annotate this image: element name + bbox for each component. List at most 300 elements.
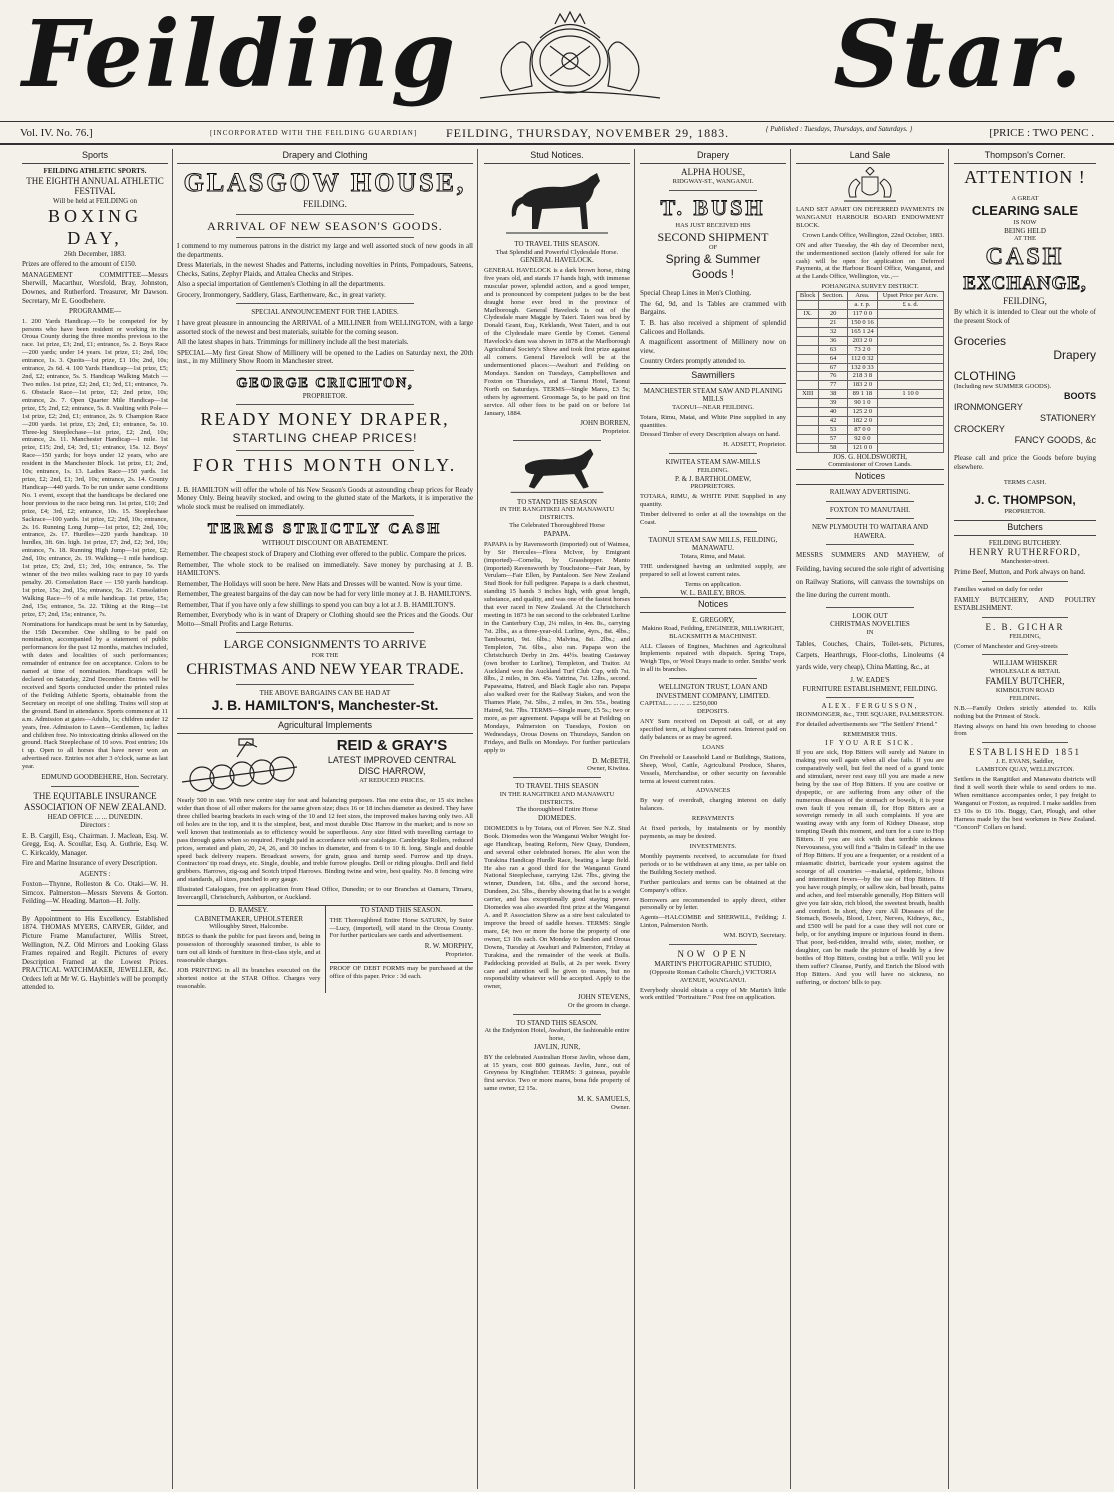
myers-advert: By Appointment to His Excellency. Established 1874. THOMAS MYERS, CARVER, Gilder, and Picture Frame Manufacturer, Willis Street, Wellington, N.Z. Old Mirrors and Looking Glass Frames repaired and Regilt. Pictures of every Description Framed at the Lowest Prices. PRACTICAL WATCHMAKER, JEWELLER, &c. Orders left at Mr W. G. Haybittle's will be promptly attended to.: [22, 914, 168, 992]
crest-icon: [470, 6, 670, 106]
event-date: 26th December, 1883.: [64, 249, 126, 258]
terms-cash: TERMS CASH.: [1003, 479, 1047, 487]
horse4-owner-title: Owner.: [611, 1103, 630, 1111]
block-cell: [797, 408, 819, 417]
horse1-owner-title: Proprietor.: [602, 428, 630, 435]
horse2-owner: D. McBETH,: [592, 756, 630, 765]
section-heading: Stud Notices.: [484, 149, 630, 164]
area-cell: 112 0 32: [847, 354, 877, 363]
saw1-owner: H. ADSETT, Proprietor.: [723, 441, 786, 449]
harrow-text: Nearly 500 in use. With new centre stay for seat and balancing purposes. Has one extra disc, or 15 six inches wider than those of all other makers for the same given size; discs 16 or 18 inches diameter as desired. They have three chilled bearing brackets in each wing of the 10 and 12 feet sizes, the improved makes having only two. All oil holes are in the top, and it is the simplest, best, and most durable Disc Harrow in the market; and is now so well known that testimonials as to efficiency would be superfluous. Any size fitted with travelling carriage to pass through gates when so required. Freight paid in accordance with our catalogue. Cambridge Rollers, reduced prices, serrated and plain, 20, 24, 26, and 30 inches in diameter, and from 6 to 10 ft. long. Single and double speed back delivery reapers. Broadcast sowers, for grain, grass and turnip seed. Furrow and tip drays. Contractors' tip road drays, etc. Single, double, and treble furrow ploughs. Drill or riding ploughs. Drill and field grubbers. Harrows, zig-zag and Scotch tripod Harrows. Binding twine and wire, best quality. No. 8 fencing wire and standards, all sizes, punched to any gauge.: [177, 797, 473, 884]
spring-summer: Spring & Summer: [665, 252, 761, 267]
horse3-name: DIOMEDES.: [538, 814, 576, 823]
table-row: [797, 426, 944, 435]
masthead-title-left: Feilding: [22, 0, 458, 108]
alpha-house: ALPHA HOUSE,: [680, 166, 745, 177]
section-cell: 57: [819, 434, 847, 443]
breeding-note: Having always on hand his own breeding to choose from: [954, 722, 1096, 738]
block-cell: [797, 426, 819, 435]
price-cell: [877, 310, 943, 319]
thompson-name: J. C. THOMPSON,: [974, 493, 1076, 508]
remember-heading: REMEMBER THIS.: [842, 730, 898, 738]
horse-icon: [502, 167, 612, 237]
table-row: [797, 399, 944, 408]
horse3-text: DIOMEDES is by Totara, out of Plover. See N.Z. Stud Book. Diomedes won the Wanganui Welter Weight for-age Handicap, beating Reform, New Quay, Dundeen, and several other celebrated horses. He also won the Turakina Handicap Hurdle Race, beating a large field. He also ran a good third for the Wanganui Grand National Steeplechase, carrying 12st. 7lbs., giving the winner, Dundeen, 1st. 6lbs., and the second horse, Dundeen, 2st. 5lbs., thereby showing that he is a weight carrier, and has exceptionally good staying power. Diomedes was also awarded first prize at the Wanganui A. and P. Association Show as a sire best calculated to improve the breed of saddle horses. TERMS: Single mare, £4; two or more the horse the property of one owner, £3 10s each. On Monday to Sandon and Oroua Downs, Tuesday at Awahuri and Palmerston, Friday at Turakina, and the remainder of the week at Bulls. Paddocking provided at Bulls, at 2s per week. Every care and attention will be given to mares, but no responsibility whatever will be accepted. Apply to the owner,: [484, 824, 630, 991]
morphy-title: Proprietor.: [445, 950, 473, 958]
table-row: [797, 408, 944, 417]
notices-heading: Notices: [796, 469, 944, 485]
price-cell: [877, 443, 943, 452]
saw3-owner: W. L. BAILEY, BROS.: [680, 588, 746, 597]
table-row: [797, 318, 944, 327]
show-text: SPECIAL—My first Great Show of Millinery will be opened to the Ladies on Saturday next, the 20th inst., in my Millinery Show Room in Manchester street.: [177, 348, 473, 366]
ferguson-note: For detailed advertisements see "The Settlers' Friend.": [796, 720, 938, 728]
block-cell: [797, 327, 819, 336]
startling-heading: STARTLING CHEAP PRICES!: [232, 431, 418, 446]
investments-heading: INVESTMENTS.: [689, 843, 737, 851]
second-shipment: SECOND SHIPMENT: [657, 229, 769, 244]
summers-text: MESSRS SUMMERS AND MAYHEW, of Feilding, having secured the sole right of advertising on Railway Stations, will canvass the townships on the line during the current month.: [796, 551, 944, 600]
section-cell: 77: [819, 381, 847, 390]
price-cell: [877, 372, 943, 381]
cabinet-trade: CABINETMAKER, UPHOLSTERER: [194, 914, 303, 923]
area-cell: 73 2 0: [847, 345, 877, 354]
section-cell: 53: [819, 426, 847, 435]
area-cell: 125 2 0: [847, 408, 877, 417]
travel-heading-1: TO TRAVEL THIS SEASON.: [514, 239, 600, 248]
block-cell: [797, 372, 819, 381]
insurance-note: Fire and Marine Insurance of every Description.: [22, 859, 158, 868]
lookout-heading: LOOK OUT: [852, 611, 888, 620]
horse2-intro: The Celebrated Thoroughbred Horse: [509, 522, 605, 530]
horse3-owner: JOHN STEVENS,: [577, 993, 630, 1002]
hop-bitters-text: If you are sick, Hop Bitters will surely aid Nature in making you well again when all else fails. If you are comparatively well, but feel the need of a grand tonic and stimulant, never rest easy till you are made a new being by the use of Hop Bitters. If you are costive or dyspeptic, or are suffering from any other of the numerous diseases of the stomach or bowels, it is your own fault if you remain ill, for Hop Bitters are a sovereign remedy in all such complaints. If you are wasting away with any form of Kidney Disease, stop tempting Death this moment, and turn for a cure to Hop Bitters. If you are sick with that terrible sickness Nervousness, you will find a "Balm in Gilead" in the use of Hop Bitters. If you are a frequenter, or a resident of a miasmatic district, barricade your system against the scourge of all countries —malarial, epidemic, bilious and intermittent fevers—by the use of Hop Bitters. If you have rough pimply, or sallow skin, bad breath, pains and aches, and feel miserable generally, Hop Bitters will give you fair skin, rich blood, the sweetest breath, health and comfort. In short, they cure All Diseases of the Stomach, Bowels, Blood, Liver, Nerves, Kidneys, &c., and £500 will be paid for a case they will not cure or help, or for anything impure or injurious found in them. That poor, bed-ridden, invalid wife, sister, mother, or daughter, can be made the picture of health by a few bottles of Hop Bitters, costing but a trifle. Will you let them suffer? Cleanse, Purify, and Enrich the Blood with Hop Bitters. And you will have no sickness, no suffering, or doctors' bills to pay.: [796, 749, 944, 986]
saw1-text2: Dressed Timber of every Description always on hand.: [640, 431, 781, 439]
saw3-name: TAONUI STEAM SAW MILLS, FEILDING, MANAWATU.: [648, 535, 778, 553]
sick-heading: IF YOU ARE SICK.: [825, 738, 915, 747]
saw2-name: KIWITEA STEAM SAW-MILLS: [665, 458, 761, 467]
goods-item: STATIONERY: [1039, 413, 1096, 424]
agents-heading: AGENTS :: [79, 869, 111, 878]
goods-heading: Goods !: [691, 266, 735, 281]
country-orders: Country Orders promptly attended to.: [640, 357, 746, 366]
horse1-text: GENERAL HAVELOCK is a dark brown horse, rising five years old, and stands 17 hands high, with immense muscular power, splendid action, and a good temper, and is pronounced by competent judges to be the best draught horse ever bred in the province of Marlborough. General Havelock is out of the Clydesdale mare Maggie by Taieri. Taieri was bred by Donald Grant, Esq., Kirklands, West Taieri, and is out of the Clydesdale mare Gentle by Comet. General Havelock's dam was shown in 1878 at the Marlborough Agricultural Society's Show and took first prize against all comers. General Havelock will be at the undermentioned places:—Awahuri and Feilding on Mondays. Sandon on Tuesdays, Campbelltown and Foxton on Thursdays, and at Taonui Hotel, Taonui North on Saturdays. TERMS—Single Mares, £3 5s; others by agreement. Groomage 5s, to be paid on first service. All other fees to be paid on or before 1st January, 1884.: [484, 266, 630, 417]
area-cell: 90 1 0: [847, 399, 877, 408]
particulars-text: Further particulars and terms can be obtained at the Company's office.: [640, 878, 786, 894]
area-cell: 92 0 0: [847, 434, 877, 443]
held-note: Will be held at FEILDING on: [53, 197, 137, 206]
ladies-heading: SPECIAL ANNOUNCEMENT FOR THE LADIES.: [251, 308, 399, 317]
saw3-text2: THE undersigned having an unlimited supply, are prepared to sell at lowest current rates.: [640, 562, 786, 578]
section-cell: 63: [819, 345, 847, 354]
store-name: GLASGOW HOUSE,: [183, 167, 467, 197]
plymouth-line: NEW PLYMOUTH TO WAITARA AND HAWERA.: [811, 523, 929, 540]
whisker-trade: FAMILY BUTCHER,: [985, 675, 1065, 686]
table-row: [797, 310, 944, 319]
draper-heading: READY MONEY DRAPER,: [200, 409, 450, 430]
area-cell: 183 2 0: [847, 381, 877, 390]
rutherford-name: HENRY RUTHERFORD,: [969, 547, 1081, 558]
horse4-intro: At the Endymion Hotel, Awahuri, the fashionable entire horse,: [484, 1027, 630, 1043]
price-cell: [877, 345, 943, 354]
being-held: BEING HELD: [1004, 226, 1046, 235]
christmas-text: Tables, Couches, Chairs, Toilet-sets, Pictures, Carpets, Hearthrugs, Floor-cloths, Linoleums (4 yards wide, very cheap), China Matting, &c., at: [796, 639, 944, 672]
horse1-owner: JOHN BORREN,: [580, 419, 630, 428]
block-cell: [797, 354, 819, 363]
incorporated-note: [INCORPORATED WITH THE FEILDING GUARDIAN]: [210, 129, 418, 137]
at-the: AT THE: [1014, 235, 1036, 243]
terms-subheading: WITHOUT DISCOUNT OR ABATEMENT.: [262, 538, 388, 547]
block-cell: [797, 363, 819, 372]
ramsey-name: D. RAMSEY.: [229, 906, 269, 915]
block-cell: [797, 318, 819, 327]
sawmillers-heading: Sawmillers: [640, 368, 786, 384]
programme-list: 1. 200 Yards Handicap.—To be competed for by persons who have been resident or working in the Oroua County during the three months previous to the race. 1st prize, £3; 2nd, £1; entrance, 5s. 2. Boys Race—200 yards; under 14 years. 1st prize, £1; 2nd, 10s; entrance, 1s. 3. Quoits—1st prize, £1 10s; 2nd, 10s; entrance, 2s 6d. 4. 100 Yards Handicap—1st prize, £5; 2nd, £2; entrance, 5s. 5. Handicap Walking Match — Two miles. 1st prize, £2; 2nd, £1; 3rd, £1; entrance, 7s. 6. Obstacle Race—1st prize, £2; 2nd prize, 10s; entrance, 2s. 7. Open Quarter Mile Handicap—1st prize, £5; 2nd, £2; entrance, 5s. 8. Vaulting with Pole—1st prize, £2; 2nd, £1; entrance, 2s. 9. Champion Race—200 yards. 1st prize, £3; 2nd, £1; entrance, 5s. 10. Three-leg Steeplechase—1st prize, £2; 2nd, 10s; entrance, 2s. 11. Manchester Handicap—1 mile. 1st prize, £15; 2nd, £4; 3rd, £1; entrance, 15s. 12. Boys' Race—150 yards; for boys under 12 years, who are resident in the Manchester Block. 1st prize, £1; 2nd, 10s; entrance, 1s. 13. Ladies Race—150 yards. 1st prize, £2; 2nd, £1; 3rd, 10s; entrance, 2s. 14. County Handicap—440 yards. To be run under same conditions No. 1 event, except that the handicaps be declared one hour previous to the race being run. 1st prize, £10; 2nd prize, £4; 3rd, £2; entrance, 10s. 15. Steeplechase Sackrace—100 yards. 1st prize, £2; 2nd, 10s; entrance, 2s. 16. Running Long Jump—1st prize, £2; 2nd, 10s; entrance, 2s. 17. Hurdles—220 yards handicap. 10 hurdles, 3ft. 6in. high. 1st prize, £7; 2nd, £2; 3rd, 10s; entrance, 7s. 18. Running High Jump—1st prize, £2; 2nd, 10s; entrance, 2s. 19. Walking—1 mile handicap. 1st prize, £5; 2nd, £1; 3rd, 10s; entrance, 5s. The winner of the two miles walking race to pay 10 yards penalty. 20. Consolation Race — 150 yards handicap. 1st prize, 15s; 2nd, 15s; entrance, 5s. 21. Consolation Walking Race—½ of a mile handicap. 1st prize, 15s; 2nd, 15s; entrance, 5s. 22. Tilting at the Ring—1st prize, £7; 2nd, 15s; entrance, 7s.: [22, 317, 168, 618]
commissioner-title: Commissioner of Crown Lands.: [828, 461, 912, 469]
table-row: [797, 345, 944, 354]
travel-heading-3: TO TRAVEL THIS SEASON: [515, 782, 599, 791]
whisker-sub: WHOLESALE & RETAIL: [989, 667, 1061, 675]
foxton-line: FOXTON TO MANUTAHI.: [829, 505, 911, 514]
price-cell: [877, 336, 943, 345]
insurance-head-office: HEAD OFFICE ... ... DUNEDIN.: [47, 812, 143, 821]
store-town: FEILDING.: [303, 198, 347, 209]
deposits-heading: DEPOSITS.: [697, 708, 729, 716]
railway-heading: RAILWAY ADVERTISING.: [829, 488, 911, 497]
clothing-text: Also a special importation of Gentlemen's Clothing in all the departments.: [177, 280, 385, 289]
gregory-trade: Makino Road, Feilding, ENGINEER, MILLWRIGHT, BLACKSMITH & MACHINIST.: [641, 624, 785, 640]
price-cell: 1 10 0: [877, 390, 943, 399]
dress-text: Dress Materials, in the newest Shades and Patterns, including novelties in Prints, Pompadours, Sateens, Checks, Satins, Zephyr Plaids, and Attalea Checks and Stripes.: [177, 261, 473, 278]
section-cell: 20: [819, 310, 847, 319]
area-cell: 165 1 24: [847, 327, 877, 336]
trust-capital: CAPITAL... ... ... ... £250,000: [640, 700, 718, 708]
borrowers-text: Borrowers are recommended to apply direct, either personally or by letter.: [640, 896, 786, 912]
horse2-name: PAPAPA.: [543, 530, 571, 539]
hamilton-address: J. B. HAMILTON'S, Manchester-St.: [211, 697, 439, 714]
area-cell: 121 0 0: [847, 443, 877, 452]
gichar-name: E. B. GICHAR: [985, 621, 1065, 632]
table-row: [797, 354, 944, 363]
saw1-address: TAONUI—NEAR FEILDING.: [672, 403, 754, 411]
family-butchery: FAMILY BUTCHERY, AND POULTRY ESTABLISHMENT.: [954, 595, 1096, 613]
horse3-intro: The thoroughbred Entire Horse: [516, 806, 598, 814]
goods-item: BOOTS: [1063, 391, 1096, 402]
intro-text: I commend to my numerous patrons in the district my large and well assorted stock of new goods in all the departments.: [177, 242, 473, 259]
section-heading: Land Sale: [796, 149, 944, 164]
table-row: [797, 443, 944, 452]
month-heading: FOR THIS MONTH ONLY.: [192, 454, 458, 475]
column-land-sale: [792, 149, 949, 1489]
price-cell: [877, 381, 943, 390]
section-cell: 36: [819, 336, 847, 345]
catalogue-text: Illustrated Catalogues, free on application from Head Office, Dunedin; or to our Branches at Oamaru, Timaru, Invercargill, Christchurch, Ashburton, or Auckland.: [177, 886, 473, 902]
goods-item: FANCY GOODS, &c: [1014, 435, 1096, 446]
studio-address: (Opposite Roman Catholic Church,) VICTORIA AVENUE, WANGANUI.: [649, 968, 777, 984]
remember-item: Remember, The greatest bargains of the day can now be had for very little money at J. B. HAMILTON'S.: [177, 590, 472, 599]
proprietor-title: PROPRIETOR.: [302, 391, 348, 400]
furniture-establishment: FURNITURE ESTABLISHMENT, FEILDING.: [802, 684, 938, 693]
section-heading: Drapery and Clothing: [177, 149, 473, 164]
studio-name: MARTIN'S PHOTOGRAPHIC STUDIO,: [654, 960, 772, 969]
districts-2: IN THE RANGITIKEI AND MANAWATU DISTRICTS.: [499, 506, 615, 522]
programme-heading: PROGRAMME—: [68, 307, 122, 316]
price-cell: [877, 318, 943, 327]
section-cell: 32: [819, 327, 847, 336]
land-title: LAND SET APART ON DEFERRED PAYMENTS IN WANGANUI HARBOUR BOARD ENDOWMENT BLOCK.: [796, 205, 944, 229]
agri-heading: Agricultural Implements: [177, 718, 473, 734]
ferguson-trade: IRONMONGER, &c., THE SQUARE, PALMERSTON.: [796, 710, 944, 718]
goods-item: IRONMONGERY: [954, 402, 1023, 413]
thompson-title: PROPRIETOR.: [1004, 507, 1046, 515]
price-cell: [877, 434, 943, 443]
bargains-note: THE ABOVE BARGAINS CAN BE HAD AT: [259, 688, 391, 697]
feilding-town: FEILDING,: [1003, 295, 1047, 306]
column-thompsons-corner: [950, 149, 1100, 1489]
goods-note: (Including new SUMMER GOODS).: [954, 383, 1052, 391]
publication-days: { Published : Tuesdays, Thursdays, and Saturdays. }: [765, 125, 913, 133]
area-cell: 117 0 0: [847, 310, 877, 319]
coat-of-arms-icon: [840, 167, 900, 203]
ridgway-address: RIDGWAY-ST., WANGANUI.: [672, 177, 754, 185]
christmas-in: IN: [866, 628, 874, 636]
clearing-sale: CLEARING SALE: [971, 202, 1079, 218]
table-row: [797, 372, 944, 381]
event-day: BOXING DAY,: [48, 205, 142, 248]
gregory-name: E. GREGORY,: [691, 616, 735, 625]
bush-name: T. BUSH: [660, 194, 766, 220]
proof-debt-forms: PROOF OF DEBT FORMS may be purchased at the office of this paper. Price : 3d each.: [330, 962, 474, 981]
table-row: [797, 327, 944, 336]
tables-text: The 6d, 9d, and 1s Tables are crammed with Bargains.: [640, 299, 786, 317]
price-cell: [877, 363, 943, 372]
goods-item: Groceries: [954, 333, 1007, 348]
area-cell: 87 0 0: [847, 426, 877, 435]
table-header: Upset Price per Acre.: [877, 292, 943, 301]
gregory-text: ALL Classes of Engines, Machines and Agricultural Implements repaired with dispatch. Spring Traps, Weigh Tips, or Wool Drays made to order. Smiths' work in all its branches.: [640, 642, 786, 674]
section-cell: 21: [819, 318, 847, 327]
butchers-heading: Butchers: [954, 520, 1096, 536]
job-printing: JOB PRINTING in all its branches executed on the shortest notice at the STAR Office. Charges very reasonable.: [177, 966, 321, 990]
travel-heading-2: TO STAND THIS SEASON: [517, 497, 597, 506]
section-heading: Sports: [22, 149, 168, 164]
secretary-name: WM. BOYD, Secretary.: [723, 932, 786, 940]
table-subheader: £ s. d.: [877, 301, 943, 310]
horse1-intro: That Splendid and Powerful Clydesdale Horse.: [495, 248, 619, 256]
agents-text: Agents—HALCOMBE and SHERWILL, Feilding; J. Linton, Palmerston North.: [640, 914, 786, 930]
attention-heading: ATTENTION !: [964, 166, 1086, 187]
section-heading: Drapery: [640, 149, 786, 164]
received-note: HAS JUST RECEIVED HIS: [675, 221, 751, 229]
kimbolton-town: FEILDING.: [1009, 694, 1041, 702]
established-heading: ESTABLISHED 1851: [968, 747, 1082, 758]
saw1-text: Totara, Rimu, Matai, and White Pine supplied in any quantities.: [640, 413, 786, 429]
section-cell: 42: [819, 417, 847, 426]
reid-gray-name: REID & GRAY'S: [336, 737, 448, 755]
sports-notes: Nominations for handicaps must be sent in by Saturday, the 15th December. One shilling to be paid on nomination, accompanied by a statement of public performances for the past 12 months, matches included, with dates and localities of such performances; remainder of entrance fee on acceptance. Colors to be named at time of nomination. Handicaps will be declared on Saturday, 22nd December. Entries will be received and Sports conducted under the printed rules of the Feilding Athletic Sports, obtainable from the Secretary on receipt of one shilling. Trains will stop at the ground. Band in attendance. Sports commence at 11 a.m. Admission at gates—Adults, 1s; children under 12 years, free. Admission to Lawn—Gentlemen, 1s; ladies and children free. No intoxicating drinks allowed on the ground. Hack Steeplechase of 10 sovs. Post entries; 10s t up. Open to all horses that have never won an advertised race. Entries not after 3 o'clock, same as last year.: [22, 620, 168, 771]
horse1-name: GENERAL HAVELOCK.: [520, 256, 594, 265]
block-cell: [797, 381, 819, 390]
issue-date: FEILDING, THURSDAY, NOVEMBER 29, 1883.: [446, 126, 730, 140]
column-sports: [18, 149, 173, 1489]
shipment-text: T. B. has also received a shipment of splendid Calicoes and Hollands.: [640, 319, 786, 336]
area-cell: 150 0 16: [847, 318, 877, 327]
saw3-terms: Terms on application.: [684, 580, 742, 588]
gichar-town: FEILDING,: [1009, 632, 1041, 640]
block-cell: XIII: [797, 390, 819, 399]
volume-number: Vol. IV. No. 76.]: [20, 127, 93, 139]
section-cell: 38: [819, 390, 847, 399]
land-text: ON and after Tuesday, the 4th day of December next, the undermentioned section (lately offered for sale for cash) will be open for application on Deferred Payments, at the Harbour Board Office, Wanganui, and at the Lands Office, Wellington, viz.,—: [796, 241, 944, 281]
kimbolton-road: KIMBOLTON ROAD: [995, 686, 1055, 694]
hats-text: All the latest shapes in hats. Trimmings for millinery include all the best materials.: [177, 338, 409, 347]
repayments-heading: REPAYMENTS: [691, 815, 735, 823]
price-cell: [877, 354, 943, 363]
horse-icon: [507, 445, 607, 495]
remember-item: Remember, Everybody who is in want of Drapery or Clothing should see the Prices and the Goods. Our Motto—Small Profits and Large Returns.: [177, 611, 473, 628]
table-header: Area.: [847, 292, 877, 301]
remember-item: Remember, The Holidays will soon be here. New Hats and Dresses will be wanted. Now is your time.: [177, 579, 463, 588]
morphy-name: R. W. MORPHY,: [424, 942, 473, 951]
stand-heading: TO STAND THIS SEASON.: [360, 906, 443, 915]
price-cell: [877, 408, 943, 417]
studio-text: Everybody should obtain a copy of Mr Martin's little work entitled "Portraiture." Post free on application.: [640, 986, 786, 1002]
block-cell: [797, 336, 819, 345]
goods-item: CROCKERY: [954, 424, 1005, 435]
prizes-note: Prizes are offered to the amount of £150.: [22, 260, 137, 269]
saw3-text: Totara, Rimu, and Matai.: [680, 552, 746, 560]
christmas-heading: CHRISTMAS AND NEW YEAR TRADE.: [186, 661, 464, 679]
horse4-text: BY the celebrated Australian Horse Javlin, whose dam, at 15 years, cost 800 guineas. Javlin, Junr., out of Greyness by Kingfisher. TERMS: 3 guineas, payable first service. Two or more mares, bona fide property of same owner, £2 15s.: [484, 1053, 630, 1093]
table-row: [797, 417, 944, 426]
remember-item: Remember, The whole stock to be realised on immediately. Save money by purchasing at J. B. HAMILTON'S.: [177, 560, 473, 578]
directors-heading: Directors :: [80, 821, 110, 830]
price-cell: [877, 426, 943, 435]
saw2-town: FEILDING.: [697, 466, 729, 474]
rutherford-address: Manchester-street.: [1000, 558, 1050, 566]
table-row: [797, 381, 944, 390]
price: [PRICE : TWO PENC .: [989, 127, 1094, 139]
nb-note: N.B.—Family Orders strictly attended to. Kills nothing but the Primest of Stock.: [954, 704, 1096, 720]
gichar-address: (Corner of Manchester and Grey-streets: [954, 642, 1058, 650]
saw1-name: MANCHESTER STEAM SAW AND PLANING MILLS: [643, 386, 783, 404]
clear-intention: By which it is intended to Clear out the whole of the present Stock of: [954, 308, 1096, 326]
block-cell: [797, 417, 819, 426]
christmas-novelties: CHRISTMAS NOVELTIES: [830, 620, 910, 629]
ramsey-text: BEGS to thank the public for past favors and, being in possession of thoroughly seasoned timber, is able to turn out all kinds of furniture in first-class style, and at reasonable charges.: [177, 933, 321, 964]
of-word: OF: [708, 244, 718, 252]
now-open: NOW OPEN: [677, 949, 749, 960]
butchery-name: FEILDING BUTCHERY.: [988, 538, 1062, 547]
terms-heading: TERMS STRICTLY CASH: [207, 521, 443, 538]
section-cell: 76: [819, 372, 847, 381]
saturn-text: THE Thoroughbred Entire Horse SATURN, by Sutor—Lucy, (imported), will stand in the Oroua County. For further particulars see cards and advertisement.: [329, 916, 473, 940]
prime-meat: Prime Beef, Mutton, and Pork always on hand.: [954, 568, 1086, 577]
deposits-text: ANY Sum received on Deposit at call, or at any specified term, at highest current rates. Interest paid on daily balances or as may be agreed.: [640, 718, 786, 741]
trust-name: WELLINGTON TRUST, LOAN AND INVESTMENT COMPANY, LIMITED.: [656, 683, 770, 700]
committee: MANAGEMENT COMMITTEE—Messrs Sherwill, Macarthur, Worsfold, Bray, Johnston, Downes, and Rutherford. Treasurer, Mr Dawson. Secretary, Mr E. Goodbehere.: [22, 270, 168, 305]
area-cell: 89 1 18: [847, 390, 877, 399]
section-cell: 64: [819, 354, 847, 363]
notices-heading: Notices: [640, 597, 786, 613]
hamilton-text: J. B. HAMILTON will offer the whole of his New Season's Goods at astounding cheap prices for Ready Money Only. Being heavily stocked, and owing to the glutted state of the Markets, it is imperative the whole stock must be realised on immediately.: [177, 485, 473, 511]
price-cell: [877, 327, 943, 336]
grocery-text: Grocery, Ironmongery, Saddlery, Glass, Earthenware, &c., in great variety.: [177, 290, 386, 299]
exchange-heading: EXCHANGE,: [963, 273, 1087, 295]
land-office: Crown Lands Office, Wellington, 22nd October, 1883.: [802, 231, 944, 239]
saw2-text: TOTARA, RIMU, & WHITE PINE Supplied in any quantity.: [640, 493, 786, 509]
club-name: FEILDING ATHLETIC SPORTS.: [43, 166, 147, 175]
block-cell: [797, 399, 819, 408]
loans-text: On Freehold or Leasehold Land or Buildings, Stations, Sheep, Wool, Cattle, Agricultural Produce, Shares, Vessels, Merchandise, or other security on favorable terms at lowest current rates.: [640, 753, 786, 785]
block-cell: [797, 345, 819, 354]
harrow-advert: [177, 737, 473, 795]
table-row: [797, 434, 944, 443]
lots-table: [796, 291, 944, 453]
travel-heading-4: TO STAND THIS SEASON.: [516, 1018, 598, 1027]
ladies-text: I have great pleasure in announcing the ARRIVAL of a MILLINER from WELLINGTON, with a large assorted stock of the newest and best materials, suitable for the coming season.: [177, 319, 473, 336]
saw2-owner: P. & J. BARTHOLOMEW,: [675, 474, 751, 483]
for-the: FOR THE: [311, 652, 339, 660]
whisker-name: WILLIAM WHISKER: [992, 659, 1058, 668]
is-now: IS NOW: [1013, 218, 1037, 226]
ferguson-name: ALEX. FERGUSSON,: [821, 702, 919, 711]
block-cell: [797, 443, 819, 452]
bottom-adverts: [177, 905, 473, 992]
commissioner-name: JOS. G. HOLDSWORTH,: [832, 452, 908, 461]
table-row: [797, 336, 944, 345]
table-row: [797, 390, 944, 399]
agents-list: Foxton—Thynne, Rolleston & Co. Otaki—W. H. Simcox. Palmerston—Messrs Stevens & Gorton. Feilding—W. Heading. Marton—H. Jolly.: [22, 880, 168, 906]
remember-item: Remember. The cheapest stock of Drapery and Clothing ever offered to the public. Compare the prices.: [177, 550, 467, 559]
saw2-title: PROPRIETORS.: [690, 483, 736, 491]
price-cell: [877, 417, 943, 426]
harrow-line1: LATEST IMPROVED CENTRAL: [327, 755, 457, 766]
insurance-title: THE EQUITABLE INSURANCE ASSOCIATION OF NEW ZEALAND.: [23, 790, 167, 812]
horse3-owner-title: Or the groom in charge.: [567, 1001, 630, 1009]
evans-text: Settlers in the Rangitikei and Manawatu districts will find it well worth their while to send orders to me. When remittance accompanies order, I pay freight to Wanganui or Foxton, as required. I make saddles from £3 10s to £6 10s. Buggy, Cart, Plough, and other Harness made by the best workmen in New Zealand. "Concord" Collars on hand.: [954, 776, 1096, 831]
block-cell: [797, 434, 819, 443]
harrow-icon: [177, 737, 307, 795]
column-drapery: [636, 149, 791, 1489]
masthead: [0, 0, 1114, 118]
secretary-signature: EDMUND GOODBEHERE, Hon. Secretary.: [41, 773, 168, 782]
loans-heading: LOANS: [702, 743, 724, 751]
horse4-owner: M. K. SAMUELS,: [577, 1095, 630, 1104]
price-cell: [877, 399, 943, 408]
advances-heading: ADVANCES: [695, 787, 731, 795]
directors-list: E. B. Cargill, Esq., Chairman. J. Maclean, Esq. W. Gregg, Esq. A. Scoullar, Esq. A. Guthrie, Esq. W. C. Kirkcaldy, Manager.: [22, 831, 168, 857]
harrow-line2: DISC HARROW,: [358, 766, 426, 777]
survey-district: POHANGINA SURVEY DISTRICT.: [821, 283, 919, 291]
ramsey-address: Willoughby Street, Halcombe.: [209, 923, 289, 931]
table-row: [797, 363, 944, 372]
reduced-prices: AT REDUCED PRICES.: [359, 777, 425, 785]
horse2-owner-title: Owner, Kiwitea.: [587, 765, 630, 773]
goods-item: CLOTHING: [954, 368, 1017, 383]
saw2-text2: Timber delivered to order at all the townships on the Coast.: [640, 511, 786, 526]
evans-name: J. E. EVANS, Saddler,: [995, 758, 1055, 766]
table-header: Section.: [819, 292, 847, 301]
please-call: Please call and price the Goods before buying elsewhere.: [954, 454, 1096, 471]
horse2-text: PAPAPA is by Ravensworth (imported) out of Waimea, by Sir Hercules—Flora McIvor, by Emigrant (imported)—Cornelia, by Grasshopper. Manto (imported) Ravensworth by Touchstone—Fair Jean, by Verulam—Fair Ellen, by Pantaloon. See New Zealand Stud Book for full pedigree. Papapa is a dark chestnut, standing 15 hands 3 inches high, with great length, substance, and quality, and was one of the fastest horses that ever raced in New Zealand. At the Christchurch meeting in 1873 he ran second to the celebrated Lurline in the Canterbury Cup, 2¼ miles, in 4m. 8s., carrying 7st. 2lbs., as a three-year-old. Lurline, 4yrs., 8st. 4lbs.; Tambourini, 9st. 6lbs.; Malvina, 8st. 2lbs.; and Templeton, 7st. 6lbs., also ran. Papapa won the Christchurch Derby in 2m. 44½s. beating Castaway (own brother to Lurline), Templeton, and Traitor. At Auckland won the Auckland Turf Club Cup, with 7st. 8lbs., 2 miles, in 3m. 45s. Yattrina, 7st. 12lbs., second. Papawaina, Hatred, and Black Eagle also ran. Papapa also walked over for the Railway Stakes, and won the Thames Plate, 7st. 5lbs., 2 miles, in 3m. 55s., beating Hatred, 9st. 7lbs. TERMS—Single mare, £5 5s.; two or more, as per agreement. Papapa will be at Feilding on Mondays, Palmerston on Tuesdays, Foxton on Wednesdays, Oroua Downs on Thursdays, Sandon on Fridays, and Bulls on Mondays. For further particulars apply to: [484, 540, 630, 754]
section-cell: 67: [819, 363, 847, 372]
millinery-text: A magnificent assortment of Millinery now on view.: [640, 338, 786, 355]
investments-text: Monthly payments received, to accumulate for fixed periods or to be withdrawn at any time, as per table on the Building Society method.: [640, 852, 786, 876]
districts-3: IN THE RANGITIKEI AND MANAWATU DISTRICTS.: [499, 790, 615, 806]
families-note: Families waited on daily for order: [954, 585, 1043, 593]
remember-item: Remember, That if you have only a few shillings to spend you can buy a lot at J. B. HAMILTON'S.: [177, 600, 456, 609]
